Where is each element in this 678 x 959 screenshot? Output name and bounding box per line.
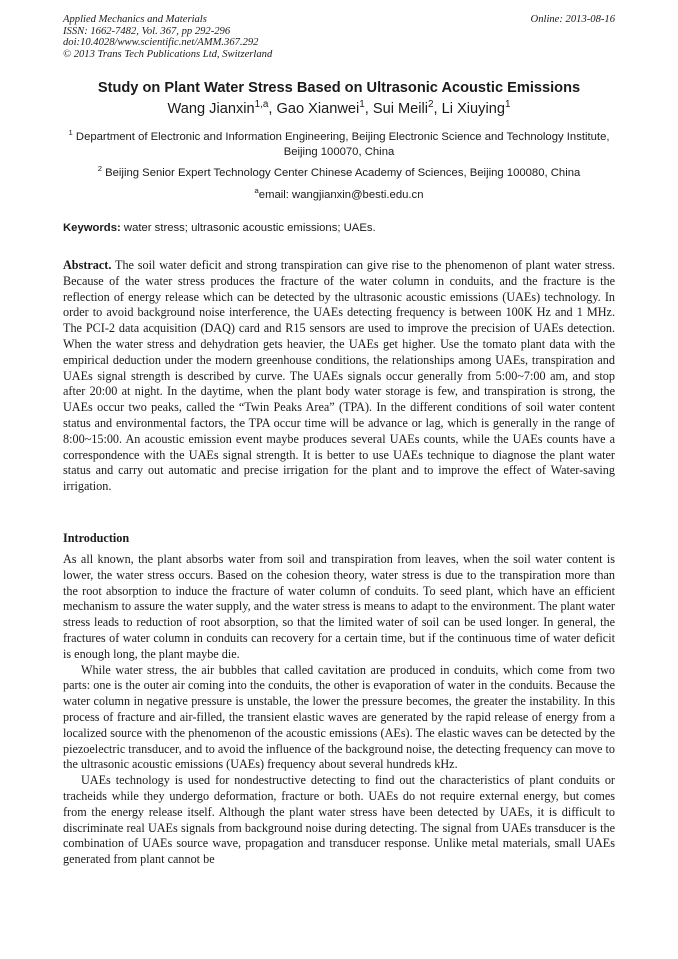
affiliation-2 — [60, 166, 618, 181]
author-affil-marker: 1,a — [254, 99, 269, 111]
keywords-text: water stress; ultrasonic acoustic emissions; UAEs. — [123, 222, 376, 234]
online-date: Online: 2013-08-16 — [530, 14, 615, 25]
intro-paragraph: While water stress, the air bubbles that called cavitation are produced in conduits, which come from two parts: one is the outer air coming into the conduits, the other is evaporation of water in the conduits. Because the water column in negative pressure is unstable, the lower the pressure becomes, the greater the instability. In this process of fracture and air-filled, the transient elastic waves are generated by the rapid release of energy from a localized source with the phenomenon of the acoustic emissions (AEs). The elastic waves can be detected by the piezoelectric transducer, and to avoid the influence of the background noise, the detecting frequency can move to the ultrasonic acoustic emissions (UAEs) frequency about several hundreds kHz. — [63, 662, 615, 772]
author-name: Li Xiuying — [441, 101, 505, 117]
author-separator: , — [433, 101, 442, 117]
author-separator: , — [268, 101, 277, 117]
author-name: Sui Meili — [372, 101, 429, 117]
keywords — [63, 222, 615, 234]
affiliation-text: Department of Electronic and Information Engineering, Beijing Electronic Science and Technology Institute, Beijing 100070, China — [75, 131, 610, 158]
abstract-label: Abstract. — [63, 258, 112, 272]
intro-paragraph: UAEs technology is used for nondestructive detecting to find out the characteristics of plant conduits or tracheids while they undergo deformation, fracture or both. UAEs do not require external energy, but comes from the energy release itself. Although the plant water stress have been detected by UAEs, it is difficult to discriminate real UAEs signals from background noise during detecting. The signal from UAEs transducer is the combination of UAEs source wave, propagation and transducer response. Unlike metal materials, small UAEs generated from plant cannot be — [63, 773, 615, 867]
keywords-label: Keywords: — [63, 222, 121, 234]
affiliation-marker: 2 — [97, 164, 102, 174]
affiliation-text: Beijing Senior Expert Technology Center Chinese Academy of Sciences, Beijing 100080, China — [105, 167, 581, 179]
section-heading-introduction: Introduction — [63, 531, 130, 545]
affiliation-marker: 1 — [68, 128, 73, 138]
abstract-text: The soil water deficit and strong transpiration can give rise to the phenomenon of plant water stress. Because of the water stress produces the fracture of the water column in conduits, and the fracture is the reflection of energy release which can be detected by the ultrasonic acoustic emissions (UAEs) technology. In order to avoid background noise interference, the UAEs detecting frequency is between 100K Hz and 1 MHz. The PCI-2 data acquisition (DAQ) card and R15 sensors are used to improve the precision of UAEs detection. When the water stress and dehydration gets heavier, the UAEs get higher. Use the tomato plant data with the empirical deduction under the modern greenhouse conditions, the relationships among UAEs, transpiration and UAEs signal strength is described by curve. The UAEs signals occur generally from 5:00~7:00 am, and stop after 20:00 at night. In the daytime, when the plant body water storage is few, and transpiration is strong, the UAEs occur two peaks, called the “Twin Peaks Area” (TPA). In the different conditions of soil water content status and environmental factors, the TPA occur time will be advance or lag, which is generally in the range of 8:00~15:00. An acoustic emission event maybe produces several UAEs counts, while the UAEs counts have a correspondence with the UAEs signal strength. It is better to use UAEs technique to diagnose the plant water status and carry out automatic and precise irrigation for the plant and to improve the effect of Water-saving irrigation. — [63, 258, 616, 494]
abstract — [63, 258, 615, 495]
journal-name: Applied Mechanics and Materials — [63, 14, 207, 25]
author-name: Wang Jianxin — [167, 101, 255, 117]
email-text: email: wangjianxin@besti.edu.cn — [258, 189, 424, 201]
author-list — [40, 101, 638, 117]
issn-line: ISSN: 1662-7482, Vol. 367, pp 292-296 — [63, 25, 231, 37]
author-affil-marker: 2 — [428, 99, 434, 111]
introduction-body — [63, 552, 615, 868]
intro-paragraph: As all known, the plant absorbs water from soil and transpiration from leaves, when the soil water content is lower, the water stress occurs. Based on the cohesion theory, water stress is due to the transpiration more than the root absorption to induce the fracture of water column of conduits. To seed plant, which have an efficient mechanism to assure the water supply, and the water stress is means to adapt to the environment. The plant water stress leads to reduction of root absorption, so that the limited water of soil can be used longer. In general, the fractures of water column in conduits can recovery for a certain time, but if the continuous time of water deficit is enough long, the plant maybe die. — [63, 552, 615, 661]
affiliation-1 — [60, 130, 618, 160]
author-affil-marker: 1 — [504, 99, 511, 111]
author-email — [60, 188, 618, 203]
doi-line: doi:10.4028/www.scientific.net/AMM.367.292 — [63, 37, 259, 49]
paper-title: Study on Plant Water Stress Based on Ultrasonic Acoustic Emissions — [97, 80, 581, 96]
author-separator: , — [364, 101, 373, 117]
email-marker: a — [254, 186, 259, 196]
journal-header — [63, 14, 272, 60]
author-name: Gao Xianwei — [276, 101, 360, 117]
copyright-line: © 2013 Trans Tech Publications Ltd, Switzerland — [63, 48, 273, 60]
author-affil-marker: 1 — [359, 99, 365, 111]
